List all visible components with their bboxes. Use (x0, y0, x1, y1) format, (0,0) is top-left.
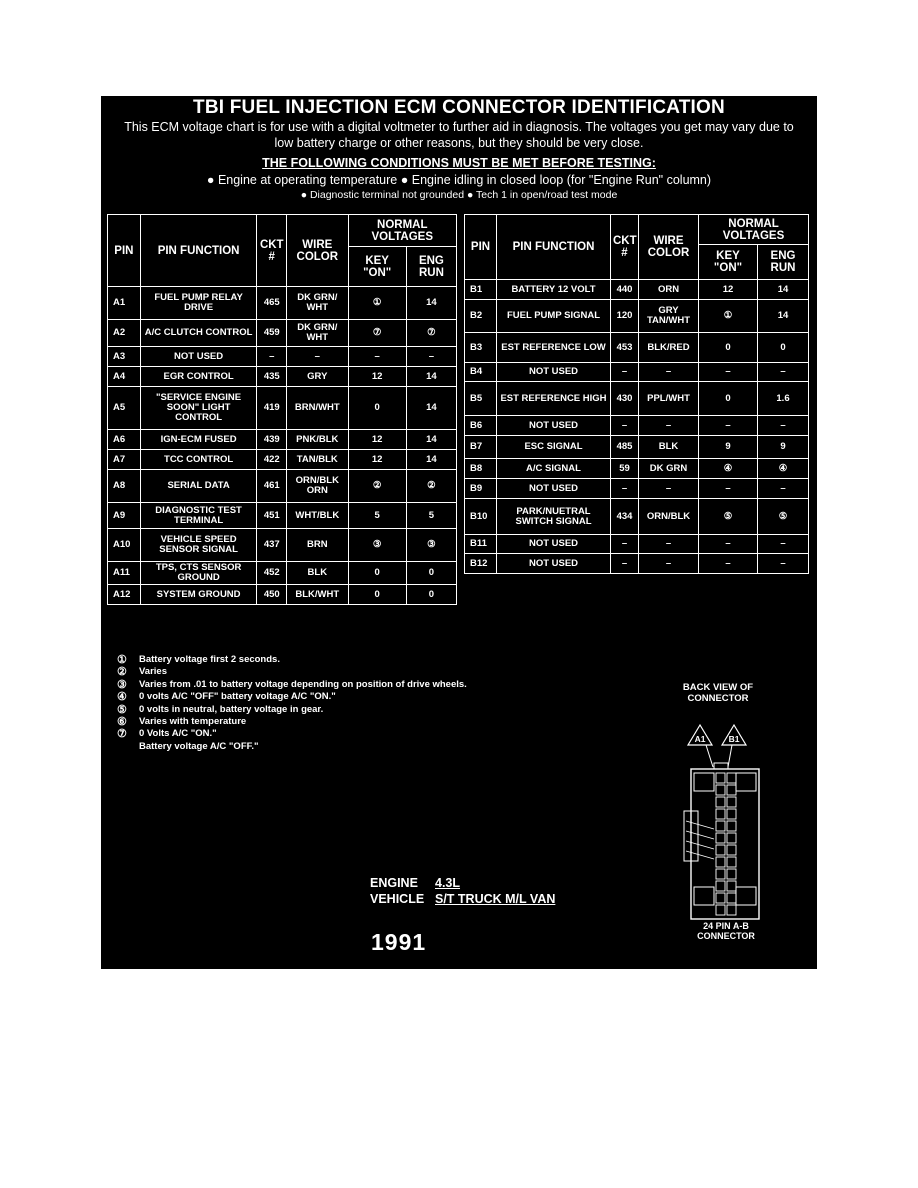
voltage-chart-panel (101, 96, 817, 969)
eng-run-cell: 0 (758, 333, 809, 363)
wire-color-cell: DK GRN/ WHT (287, 287, 348, 320)
function-cell: EGR CONTROL (140, 367, 257, 387)
wire-color-cell: GRY (287, 367, 348, 387)
connector-pin-cavity (727, 785, 736, 795)
wire-color-cell: PPL/WHT (639, 382, 699, 416)
connector-pin-cavity (716, 881, 725, 891)
ckt-cell: 453 (611, 333, 639, 363)
ckt-cell: – (257, 347, 287, 367)
table-row (108, 503, 457, 529)
key-on-cell: 12 (348, 450, 406, 470)
ckt-cell: 435 (257, 367, 287, 387)
ckt-cell: 485 (611, 436, 639, 459)
ckt-cell: 440 (611, 280, 639, 300)
connector-pin-cavity (716, 833, 725, 843)
eng-run-cell: 14 (758, 300, 809, 333)
pin-cell: B8 (465, 459, 497, 479)
eng-run-cell: 5 (406, 503, 456, 529)
footnote-item (117, 654, 467, 666)
table-row (465, 459, 809, 479)
connector-pin-cavity (716, 869, 725, 879)
key-on-cell: ④ (699, 459, 758, 479)
wire-color-cell: WHT/BLK (287, 503, 348, 529)
ckt-cell: 120 (611, 300, 639, 333)
wire-color-cell: ORN (639, 280, 699, 300)
wire-color-cell: BLK/RED (639, 333, 699, 363)
key-on-cell: ① (348, 287, 406, 320)
function-cell: "SERVICE ENGINE SOON" LIGHT CONTROL (140, 387, 257, 430)
eng-run-cell: ⑦ (406, 320, 456, 347)
function-cell: FUEL PUMP SIGNAL (497, 300, 611, 333)
ckt-cell: 461 (257, 470, 287, 503)
function-cell: TPS, CTS SENSOR GROUND (140, 562, 257, 585)
function-cell: BATTERY 12 VOLT (497, 280, 611, 300)
wire-color-cell: DK GRN/ WHT (287, 320, 348, 347)
footnote-text: Battery voltage A/C "OFF." (139, 740, 259, 752)
ckt-cell: 439 (257, 430, 287, 450)
function-cell: PARK/NUETRAL SWITCH SIGNAL (497, 499, 611, 535)
connector-pin-cavity (727, 809, 736, 819)
wire-color-cell: BLK/WHT (287, 585, 348, 605)
pin-cell: B7 (465, 436, 497, 459)
eng-run-cell: 14 (406, 367, 456, 387)
key-on-cell: 9 (699, 436, 758, 459)
footnote-mark: ⑤ (117, 703, 127, 716)
key-on-cell: ⑤ (699, 499, 758, 535)
eng-run-cell: ② (406, 470, 456, 503)
key-on-cell: 12 (348, 367, 406, 387)
wire-color-cell: – (639, 535, 699, 554)
eng-run-cell: ④ (758, 459, 809, 479)
key-on-cell: ① (699, 300, 758, 333)
col-normal-voltages: NORMAL VOLTAGES (699, 215, 809, 245)
eng-run-cell: 14 (406, 430, 456, 450)
col-ckt: CKT # (611, 215, 639, 280)
connector-pin-cavity (727, 869, 736, 879)
connector-pin-cavity (716, 857, 725, 867)
eng-run-cell: 0 (406, 562, 456, 585)
table-row (108, 430, 457, 450)
eng-run-cell: 9 (758, 436, 809, 459)
pin-cell: A7 (108, 450, 141, 470)
wire-color-cell: ORN/BLK ORN (287, 470, 348, 503)
footnotes (117, 654, 467, 753)
conditions-line-2: ● Diagnostic terminal not grounded ● Tech 1 in open/road test mode (300, 189, 618, 201)
footnote-text: Varies from .01 to battery voltage depending on position of drive wheels. (139, 678, 467, 690)
wire-color-cell: BLK (639, 436, 699, 459)
eng-run-cell: 14 (406, 287, 456, 320)
table-row (465, 436, 809, 459)
table-row (465, 554, 809, 574)
footnote-text: 0 Volts A/C "ON." (139, 728, 217, 740)
connector-pin-cavity (716, 893, 725, 903)
wire-color-cell: – (639, 363, 699, 382)
function-cell: NOT USED (497, 554, 611, 574)
key-on-cell: 0 (699, 333, 758, 363)
eng-run-cell: – (758, 554, 809, 574)
wire-color-cell: PNK/BLK (287, 430, 348, 450)
table-row (108, 387, 457, 430)
pin-cell: B1 (465, 280, 497, 300)
col-pin-function: PIN FUNCTION (140, 215, 257, 287)
connector-diagram (676, 721, 766, 921)
connector-pin-cavity (727, 833, 736, 843)
ckt-cell: 450 (257, 585, 287, 605)
footnote-text: 0 volts in neutral, battery voltage in gear. (139, 703, 324, 715)
key-on-cell: 0 (348, 585, 406, 605)
function-cell: VEHICLE SPEED SENSOR SIGNAL (140, 529, 257, 562)
connector-pin-cavity (727, 821, 736, 831)
pin-cell: B12 (465, 554, 497, 574)
key-on-cell: – (699, 479, 758, 499)
table-row (108, 347, 457, 367)
ckt-cell: – (611, 363, 639, 382)
function-cell: EST REFERENCE HIGH (497, 382, 611, 416)
ckt-cell: 422 (257, 450, 287, 470)
ckt-cell: – (611, 535, 639, 554)
col-pin: PIN (108, 215, 141, 287)
table-row (465, 333, 809, 363)
pin-cell: B3 (465, 333, 497, 363)
eng-run-cell: 0 (406, 585, 456, 605)
col-wire-color: WIRE COLOR (639, 215, 699, 280)
pin-table-b (464, 214, 809, 574)
table-row (465, 416, 809, 436)
pin-cell: A8 (108, 470, 141, 503)
col-key-on: KEY "ON" (699, 245, 758, 280)
table-row (465, 280, 809, 300)
pin-cell: B2 (465, 300, 497, 333)
footnote-mark (117, 741, 139, 753)
pin-cell: A11 (108, 562, 141, 585)
ckt-cell: 465 (257, 287, 287, 320)
connector-pin-cavity (716, 797, 725, 807)
pin-cell: B9 (465, 479, 497, 499)
model-year: 1991 (371, 929, 427, 955)
pin-cell: B4 (465, 363, 497, 382)
pin-cell: A5 (108, 387, 141, 430)
conditions-heading: THE FOLLOWING CONDITIONS MUST BE MET BEFORE TESTING: (262, 156, 656, 170)
eng-run-cell: – (758, 416, 809, 436)
wire-color-cell: – (639, 554, 699, 574)
function-cell: FUEL PUMP RELAY DRIVE (140, 287, 257, 320)
key-on-cell: ③ (348, 529, 406, 562)
footnote-text: 0 volts A/C "OFF" battery voltage A/C "ON." (139, 691, 336, 703)
ckt-cell: – (611, 554, 639, 574)
key-on-cell: – (348, 347, 406, 367)
footnote-item (117, 691, 467, 703)
table-row (465, 300, 809, 333)
table-row (108, 320, 457, 347)
col-pin: PIN (465, 215, 497, 280)
connector-pin-cavity (727, 797, 736, 807)
eng-run-cell: 14 (758, 280, 809, 300)
key-on-cell: – (699, 363, 758, 382)
col-pin-function: PIN FUNCTION (497, 215, 611, 280)
pin-cell: B10 (465, 499, 497, 535)
col-wire-color: WIRE COLOR (287, 215, 348, 287)
pin-cell: A3 (108, 347, 141, 367)
footnote-item (117, 666, 467, 678)
connector-pin-cavity (716, 845, 725, 855)
ckt-cell: 459 (257, 320, 287, 347)
table-row (465, 499, 809, 535)
table-row (465, 382, 809, 416)
eng-run-cell: – (758, 535, 809, 554)
function-cell: NOT USED (497, 416, 611, 436)
connector-pin-cavity (716, 785, 725, 795)
pin-cell: A1 (108, 287, 141, 320)
intro-text: This ECM voltage chart is for use with a digital voltmeter to further aid in diagnosis. The voltages you get may vary due to low battery charge or other reasons, but they should be very close. (124, 120, 794, 150)
table-row (108, 450, 457, 470)
ckt-cell: – (611, 416, 639, 436)
pin-cell: A9 (108, 503, 141, 529)
key-on-cell: – (699, 535, 758, 554)
wire-color-cell: GRY TAN/WHT (639, 300, 699, 333)
function-cell: EST REFERENCE LOW (497, 333, 611, 363)
footnote-mark: ⑥ (117, 716, 127, 729)
footnote-item (117, 679, 467, 691)
function-cell: NOT USED (497, 363, 611, 382)
footnote-text: Varies with temperature (139, 716, 247, 728)
footnote-mark: ③ (117, 678, 127, 691)
chart-title: TBI FUEL INJECTION ECM CONNECTOR IDENTIFICATION (193, 97, 725, 118)
connector-pin-cavity (716, 773, 725, 783)
col-ckt: CKT # (257, 215, 287, 287)
wire-color-cell: – (287, 347, 348, 367)
ckt-cell: 59 (611, 459, 639, 479)
pin-cell: A2 (108, 320, 141, 347)
eng-run-cell: 14 (406, 450, 456, 470)
pin-a1-label: A1 (694, 734, 706, 744)
back-view-label: BACK VIEW OF CONNECTOR (682, 682, 754, 704)
connector-pin-cavity (727, 845, 736, 855)
function-cell: A/C SIGNAL (497, 459, 611, 479)
key-on-cell: – (699, 554, 758, 574)
connector-pin-cavity (716, 809, 725, 819)
eng-run-cell: 14 (406, 387, 456, 430)
wire-color-cell: TAN/BLK (287, 450, 348, 470)
table-row (465, 363, 809, 382)
wire-color-cell: – (639, 479, 699, 499)
wire-color-cell: BLK (287, 562, 348, 585)
key-on-cell: 0 (348, 387, 406, 430)
connector-pin-cavity (716, 821, 725, 831)
table-row (108, 562, 457, 585)
key-on-cell: 0 (699, 382, 758, 416)
footnote-item (117, 728, 467, 740)
table-row (108, 470, 457, 503)
ckt-cell: 430 (611, 382, 639, 416)
footnote-item (117, 716, 467, 728)
connector-pin-cavity (727, 881, 736, 891)
connector-pin-cavity (727, 857, 736, 867)
eng-run-cell: – (758, 363, 809, 382)
connector-pin-cavity (727, 893, 736, 903)
table-row (465, 479, 809, 499)
key-on-cell: ② (348, 470, 406, 503)
function-cell: DIAGNOSTIC TEST TERMINAL (140, 503, 257, 529)
footnote-mark: ② (117, 666, 127, 679)
ckt-cell: 451 (257, 503, 287, 529)
connector-pin-cavity (716, 905, 725, 915)
pin-b1-label: B1 (728, 734, 740, 744)
wire-color-cell: DK GRN (639, 459, 699, 479)
function-cell: IGN-ECM FUSED (140, 430, 257, 450)
key-on-cell: 5 (348, 503, 406, 529)
key-on-cell: 0 (348, 562, 406, 585)
footnote-item (117, 704, 467, 716)
col-eng-run: ENG RUN (406, 247, 456, 287)
table-row (108, 287, 457, 320)
pin-table-a (107, 214, 457, 605)
col-key-on: KEY "ON" (348, 247, 406, 287)
ckt-cell: 452 (257, 562, 287, 585)
col-normal-voltages: NORMAL VOLTAGES (348, 215, 457, 247)
function-cell: A/C CLUTCH CONTROL (140, 320, 257, 347)
ckt-cell: 434 (611, 499, 639, 535)
ckt-cell: – (611, 479, 639, 499)
vehicle-label: VEHICLE (370, 892, 425, 906)
key-on-cell: – (699, 416, 758, 436)
function-cell: TCC CONTROL (140, 450, 257, 470)
pin-cell: A4 (108, 367, 141, 387)
table-row (108, 585, 457, 605)
pin-cell: A10 (108, 529, 141, 562)
connector-pin-grid (716, 773, 736, 915)
table-row (108, 367, 457, 387)
pin-cell: B11 (465, 535, 497, 554)
pin-cell: A12 (108, 585, 141, 605)
wire-color-cell: BRN/WHT (287, 387, 348, 430)
key-on-cell: 12 (699, 280, 758, 300)
footnote-mark: ① (117, 654, 127, 666)
table-row (465, 535, 809, 554)
eng-run-cell: 1.6 (758, 382, 809, 416)
footnote-item (117, 741, 467, 753)
ckt-cell: 437 (257, 529, 287, 562)
footnote-text: Varies (139, 666, 167, 678)
engine-label: ENGINE (370, 876, 418, 890)
footnote-mark: ④ (117, 691, 127, 704)
function-cell: NOT USED (497, 479, 611, 499)
col-eng-run: ENG RUN (758, 245, 809, 280)
wire-color-cell: – (639, 416, 699, 436)
connector-pin-cavity (727, 905, 736, 915)
key-on-cell: ⑦ (348, 320, 406, 347)
conditions-line-1: ● Engine at operating temperature ● Engine idling in closed loop (for "Engine Run" column) (206, 173, 712, 187)
pin-cell: B5 (465, 382, 497, 416)
ckt-cell: 419 (257, 387, 287, 430)
pin-cell: A6 (108, 430, 141, 450)
wire-color-cell: BRN (287, 529, 348, 562)
pin-cell: B6 (465, 416, 497, 436)
footnote-text: Battery voltage first 2 seconds. (139, 654, 280, 665)
function-cell: SERIAL DATA (140, 470, 257, 503)
footnote-mark: ⑦ (117, 728, 127, 741)
connector-caption: 24 PIN A-B CONNECTOR (697, 921, 755, 941)
vehicle-value: S/T TRUCK M/L VAN (435, 892, 556, 906)
function-cell: ESC SIGNAL (497, 436, 611, 459)
engine-value: 4.3L (435, 876, 461, 890)
wire-color-cell: ORN/BLK (639, 499, 699, 535)
table-row (108, 529, 457, 562)
eng-run-cell: ⑤ (758, 499, 809, 535)
eng-run-cell: – (758, 479, 809, 499)
function-cell: NOT USED (497, 535, 611, 554)
eng-run-cell: ③ (406, 529, 456, 562)
eng-run-cell: – (406, 347, 456, 367)
function-cell: SYSTEM GROUND (140, 585, 257, 605)
key-on-cell: 12 (348, 430, 406, 450)
function-cell: NOT USED (140, 347, 257, 367)
engine-vehicle-block (370, 875, 555, 907)
connector-pin-cavity (727, 773, 736, 783)
